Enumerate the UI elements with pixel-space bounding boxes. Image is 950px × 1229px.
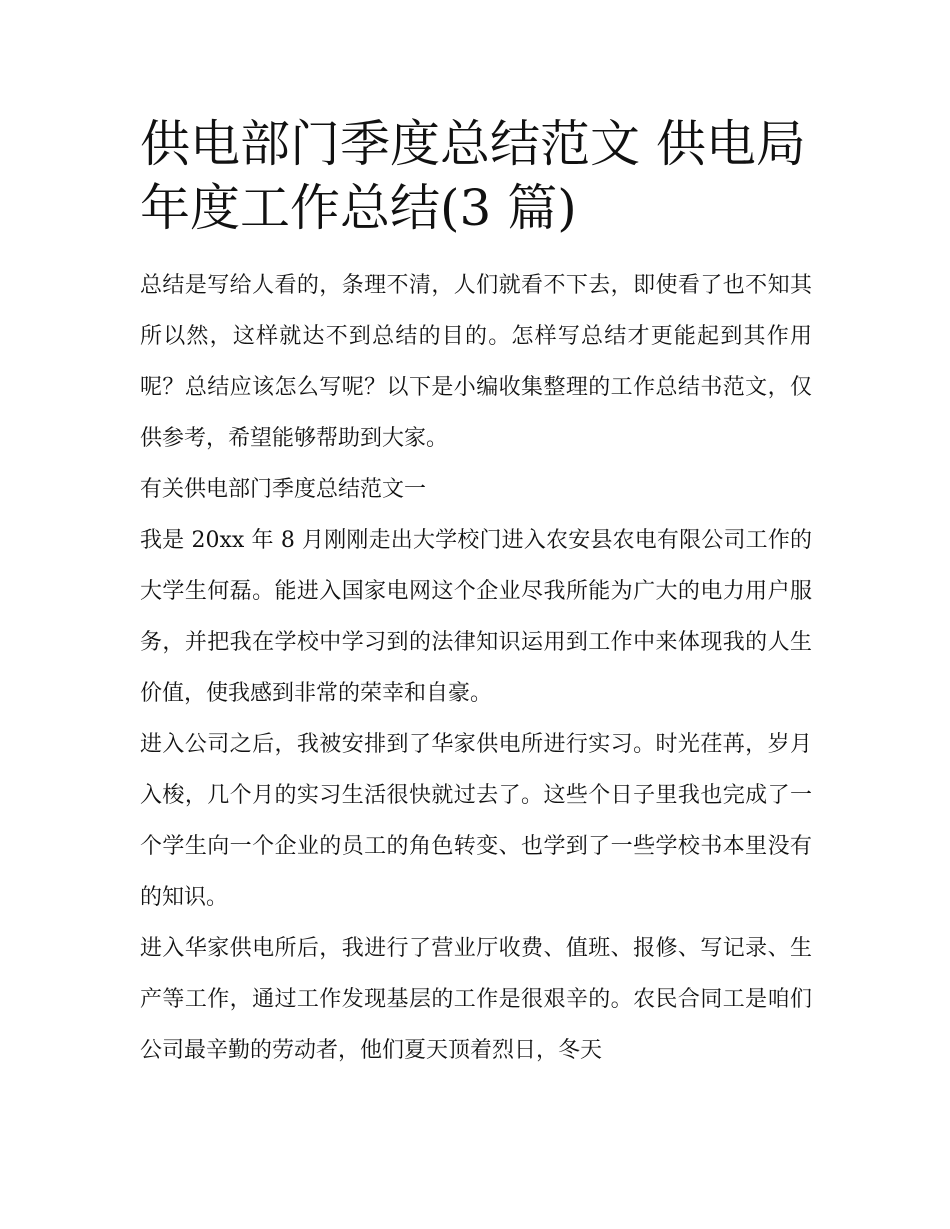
body-paragraph-1: 我是 20xx 年 8 月刚刚走出大学校门进入农安县农电有限公司工作的大学生何磊。能进入国家电网这个企业尽我所能为广大的电力用户服务，并把我在学校中学习到的法律知识运用到工作中来体现我的人生价值，使我感到非常的荣幸和自豪。	[140, 528, 812, 706]
document-title: 供电部门季度总结范文 供电局年度工作总结(3 篇)	[140, 115, 806, 237]
intro-paragraph: 总结是写给人看的，条理不清，人们就看不下去，即使看了也不知其所以然，这样就达不到总结的目的。怎样写总结才更能起到其作用呢？总结应该怎么写呢？以下是小编收集整理的工作总结书范文，仅供参考，希望能够帮助到大家。	[140, 273, 812, 451]
section-heading: 有关供电部门季度总结范文一	[140, 477, 427, 502]
body-paragraph-2: 进入公司之后，我被安排到了华家供电所进行实习。时光荏苒，岁月入梭，几个月的实习生活很快就过去了。这些个日子里我也完成了一个学生向一个企业的员工的角色转变、也学到了一些学校书本里没有的知识。	[140, 732, 812, 910]
body-paragraph-3: 进入华家供电所后，我进行了营业厅收费、值班、报修、写记录、生产等工作，通过工作发现基层的工作是很艰辛的。农民合同工是咱们公司最辛勤的劳动者，他们夏天顶着烈日，冬天	[140, 936, 812, 1063]
document-body	[140, 112, 812, 1076]
